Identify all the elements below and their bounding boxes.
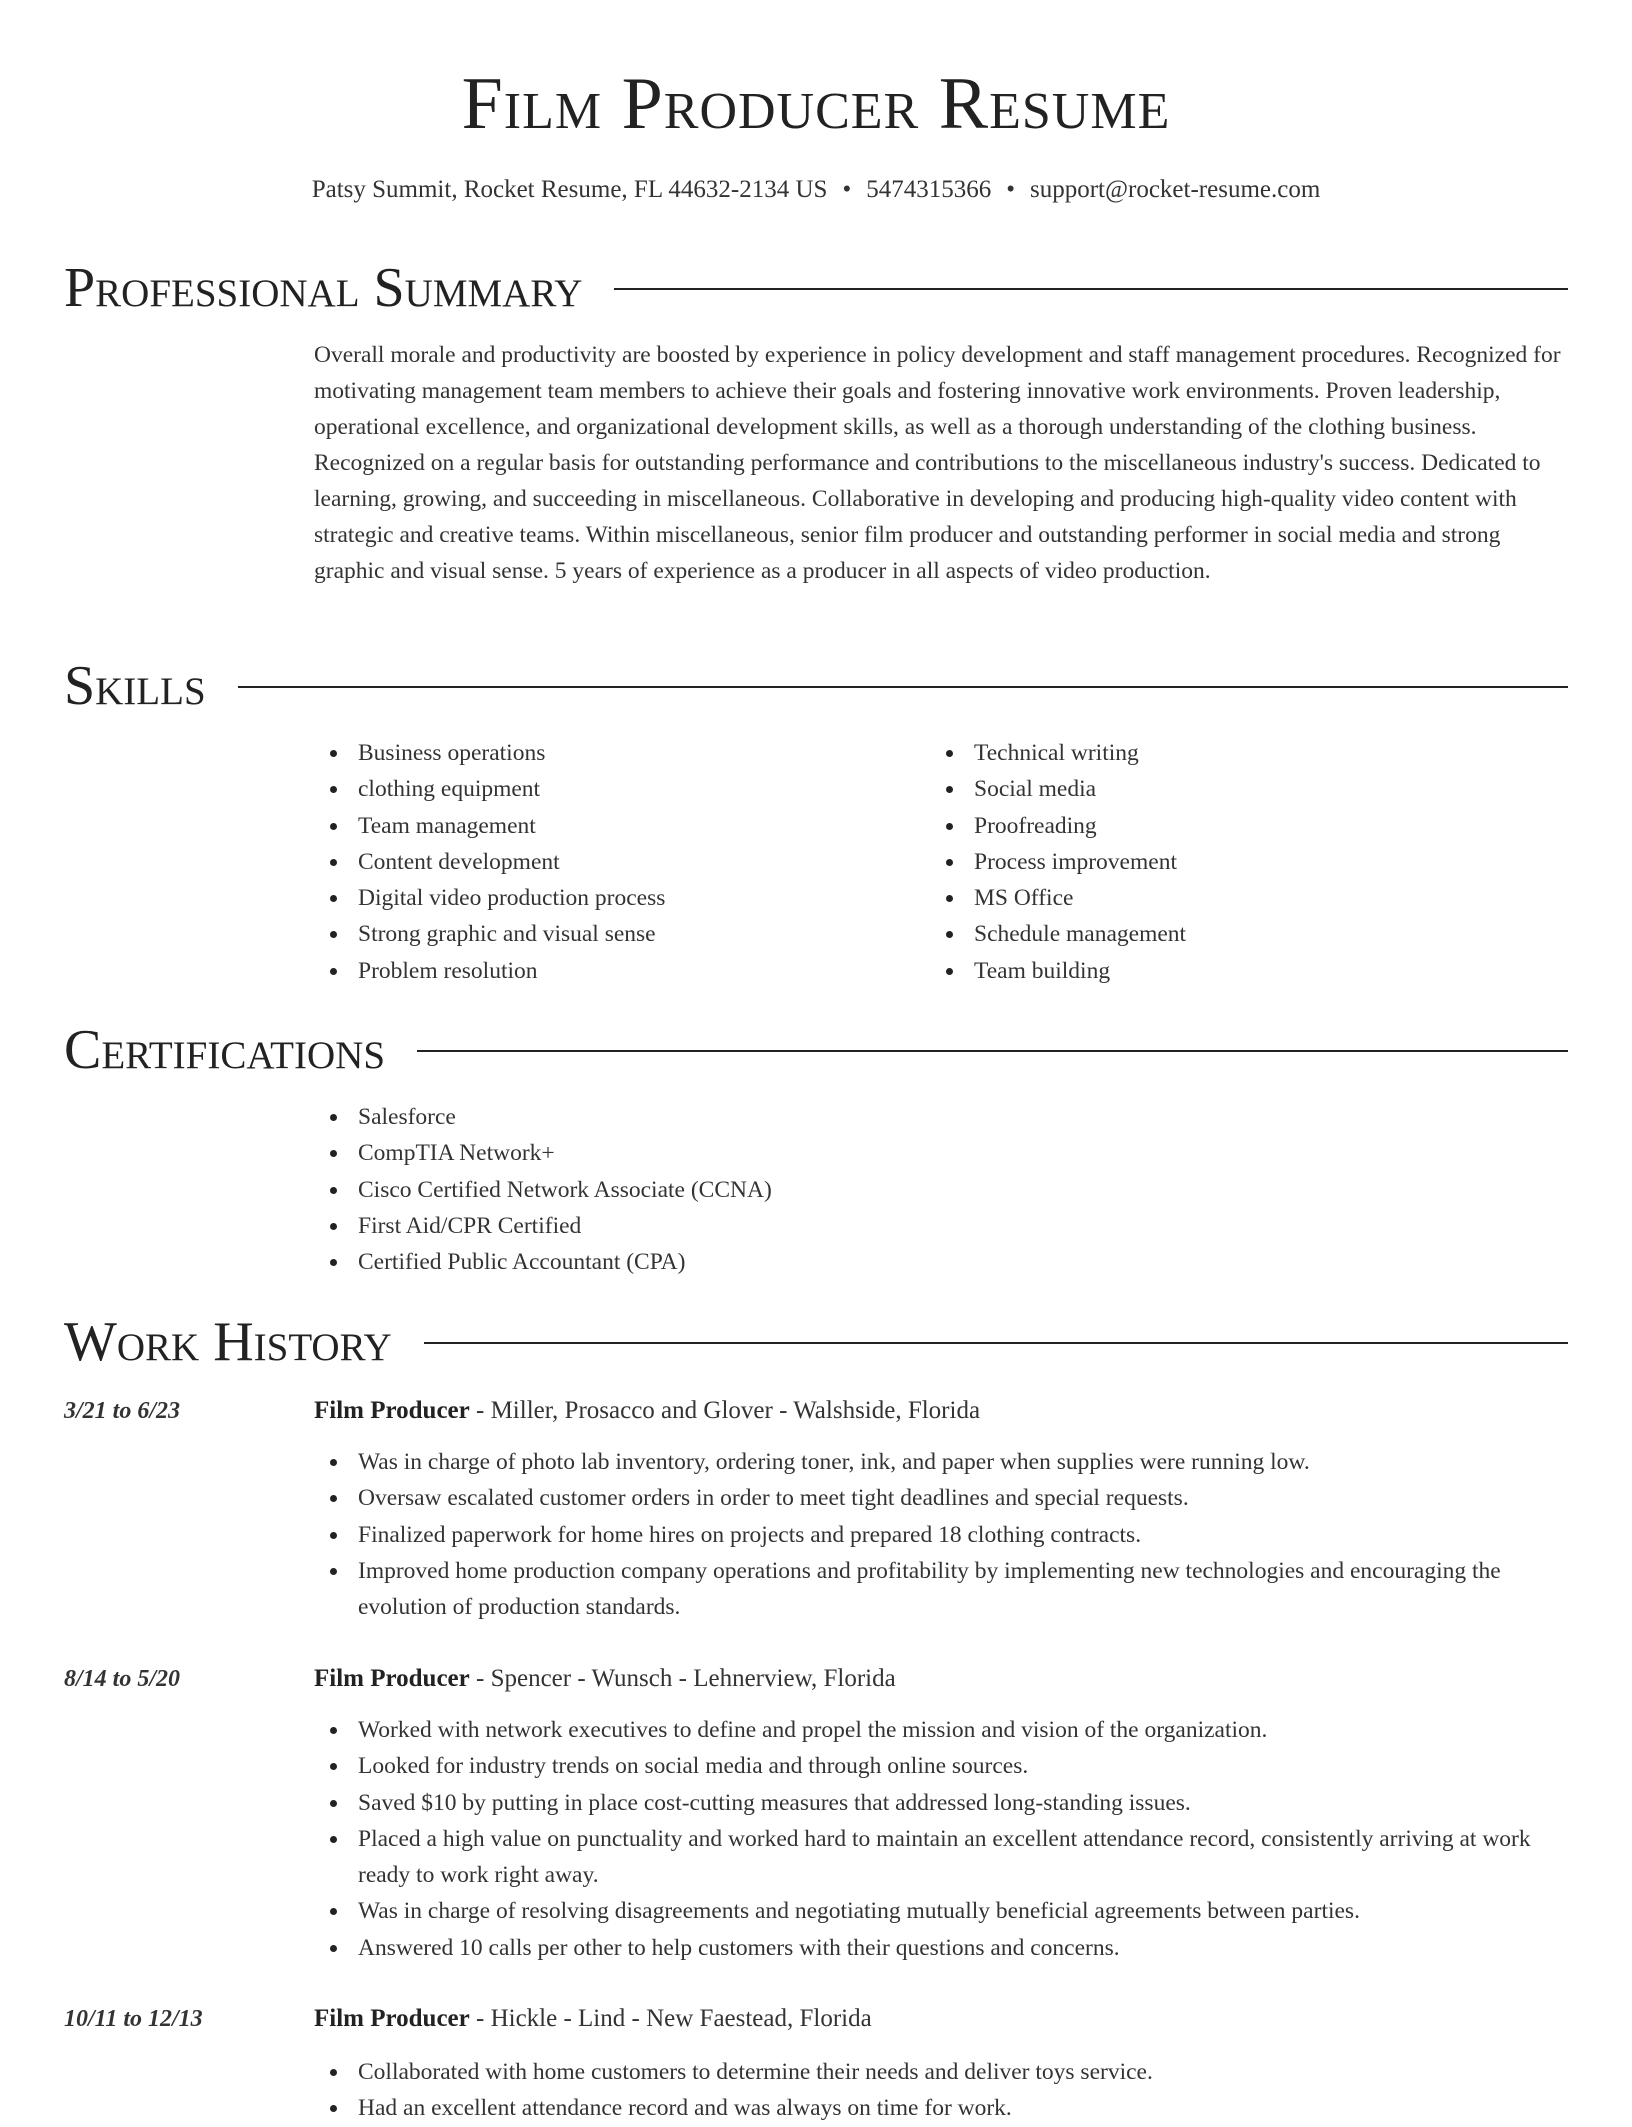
- skill-item: Business operations: [314, 735, 914, 771]
- contact-line: [0, 172, 1632, 208]
- job-title-line: [314, 1661, 896, 1697]
- job-title: Film Producer: [314, 1397, 470, 1424]
- summary-text: Overall morale and productivity are boosted by experience in policy development and staff management procedures. Recognized for motivating management team members to achieve their goals and fostering innovative work environments. Proven leadership, operational excellence, and organizational development skills, as well as a thorough understanding of the clothing business. Recognized on a regular basis for outstanding performance and contributions to the miscellaneous industry's success. Dedicated to learning, growing, and succeeding in miscellaneous. Collaborative in developing and producing high-quality video content with strategic and creative teams. Within miscellaneous, senior film producer and outstanding performer in social media and strong graphic and visual sense. 5 years of experience as a producer in all aspects of video production.: [314, 342, 1561, 584]
- skill-item: clothing equipment: [314, 771, 914, 807]
- job-dates: 3/21 to 6/23: [64, 1398, 181, 1424]
- contact-phone: 5474315366: [866, 176, 992, 203]
- certifications-heading: Certifications: [64, 1019, 386, 1081]
- skills-list-left: [314, 735, 914, 989]
- job-bullet: Collaborated with home customers to determine their needs and deliver toys service.: [314, 2054, 1570, 2090]
- job-employer: - Miller, Prosacco and Glover - Walshside, Florida: [469, 1397, 981, 1424]
- section-divider: [238, 686, 1568, 688]
- skill-item: Schedule management: [930, 916, 1530, 952]
- job-bullet: Looked for industry trends on social media and through online sources.: [314, 1748, 1570, 1784]
- job-title: Film Producer: [314, 2005, 470, 2032]
- certifications-list: [314, 1099, 1570, 1280]
- job-bullet: Was in charge of photo lab inventory, ordering toner, ink, and paper when supplies were running low.: [314, 1444, 1570, 1480]
- skills-section-header: [64, 654, 1568, 718]
- job-bullets: [314, 1444, 1570, 1625]
- skill-item: Process improvement: [930, 844, 1530, 880]
- section-divider: [424, 1342, 1568, 1344]
- contact-address: Patsy Summit, Rocket Resume, FL 44632-2134 US: [311, 176, 828, 203]
- resume-title: Film Producer Resume: [461, 63, 1171, 145]
- skill-item: Technical writing: [930, 735, 1530, 771]
- skill-item: Content development: [314, 844, 914, 880]
- work-section-header: [64, 1310, 1568, 1374]
- contact-email: support@rocket-resume.com: [1029, 176, 1321, 203]
- certifications-section-header: [64, 1018, 1568, 1082]
- work-heading: Work History: [64, 1311, 392, 1373]
- skill-item: Proofreading: [930, 808, 1530, 844]
- job-bullet: Answered 10 calls per other to help customers with their questions and concerns.: [314, 1930, 1570, 1966]
- job-employer: - Spencer - Wunsch - Lehnerview, Florida: [469, 1665, 896, 1692]
- skill-item: Digital video production process: [314, 880, 914, 916]
- summary-section-header: [64, 256, 1568, 320]
- job-dates: 10/11 to 12/13: [64, 2006, 203, 2032]
- job-bullet: Was in charge of resolving disagreements and negotiating mutually beneficial agreements between parties.: [314, 1893, 1570, 1929]
- job-bullet: Placed a high value on punctuality and worked hard to maintain an excellent attendance record, consistently arriving at work ready to work right away.: [314, 1821, 1570, 1894]
- job-bullet: Saved $10 by putting in place cost-cutting measures that addressed long-standing issues.: [314, 1785, 1570, 1821]
- skill-item: Social media: [930, 771, 1530, 807]
- skills-heading: Skills: [64, 655, 206, 717]
- job-bullets: [314, 1712, 1570, 1966]
- skill-item: Team building: [930, 953, 1530, 989]
- job-bullet: Oversaw escalated customer orders in order to meet tight deadlines and special requests.: [314, 1480, 1570, 1516]
- contact-separator: •: [842, 176, 852, 203]
- job-title-line: [314, 2001, 872, 2037]
- job-bullet: Improved home production company operations and profitability by implementing new technologies and encouraging the evolution of production standards.: [314, 1553, 1570, 1626]
- job-title: Film Producer: [314, 1665, 470, 1692]
- certification-item: Certified Public Accountant (CPA): [314, 1244, 1570, 1280]
- job-bullet: Finalized paperwork for home hires on projects and prepared 18 clothing contracts.: [314, 1517, 1570, 1553]
- job-dates: 8/14 to 5/20: [64, 1666, 181, 1692]
- section-divider: [614, 288, 1568, 290]
- skill-item: MS Office: [930, 880, 1530, 916]
- job-bullet: Worked with network executives to define and propel the mission and vision of the organization.: [314, 1712, 1570, 1748]
- certification-item: Cisco Certified Network Associate (CCNA): [314, 1172, 1570, 1208]
- skill-item: Team management: [314, 808, 914, 844]
- job-bullets: [314, 2054, 1570, 2127]
- section-divider: [417, 1050, 1568, 1052]
- job-title-line: [314, 1393, 980, 1429]
- certification-item: Salesforce: [314, 1099, 1570, 1135]
- skill-item: Strong graphic and visual sense: [314, 916, 914, 952]
- contact-separator: •: [1006, 176, 1015, 203]
- skills-list-right: [930, 735, 1530, 989]
- skill-item: Problem resolution: [314, 953, 914, 989]
- job-employer: - Hickle - Lind - New Faestead, Florida: [469, 2005, 872, 2032]
- job-bullet: Had an excellent attendance record and was always on time for work.: [314, 2090, 1570, 2126]
- summary-heading: Professional Summary: [64, 257, 583, 319]
- certification-item: First Aid/CPR Certified: [314, 1208, 1570, 1244]
- certification-item: CompTIA Network+: [314, 1135, 1570, 1171]
